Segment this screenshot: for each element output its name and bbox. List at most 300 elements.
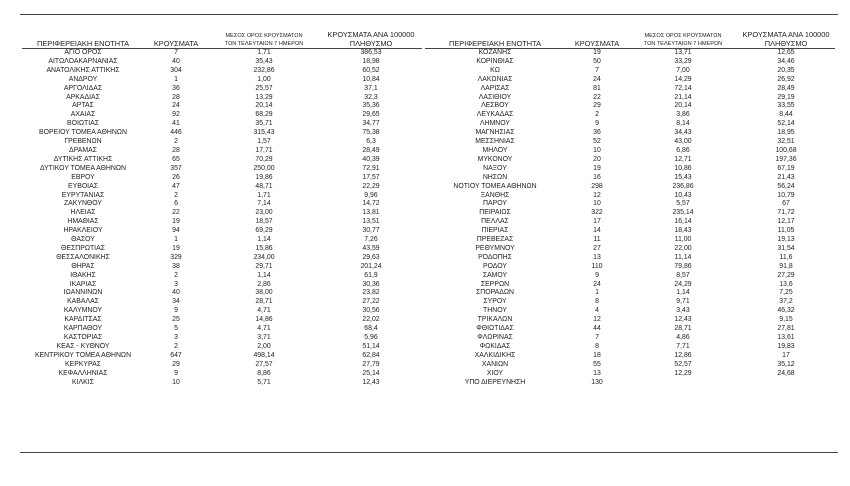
header-cases: ΚΡΟΥΣΜΑΤΑ [153, 39, 199, 48]
region-cell: ΚΕΦΑΛΛΗΝΙΑΣ [58, 369, 108, 377]
regions-table-right [425, 24, 835, 387]
avg-7day-cell: 21,14 [674, 93, 692, 101]
per-100k-cell: 12,65 [777, 49, 795, 56]
avg-7day-cell: 34,43 [674, 129, 692, 137]
avg-7day-cell [629, 379, 737, 388]
region-cell: ΛΕΥΚΑΔΑΣ [476, 111, 514, 119]
header-per-100k: ΚΡΟΥΣΜΑΤΑ ΑΝΑ 100000 ΠΛΗΘΥΣΜΟ [742, 30, 830, 48]
avg-7day-cell: 25,57 [255, 84, 273, 92]
region-cell: ΑΓΙΟ ΟΡΟΣ [64, 49, 102, 56]
per-100k-cell: 22,02 [362, 316, 380, 324]
cases-cell: 40 [172, 289, 180, 297]
region-cell: ΠΙΕΡΙΑΣ [481, 227, 509, 235]
table-row [425, 111, 835, 120]
cases-cell: 55 [593, 360, 601, 368]
region-cell: ΔΡΑΜΑΣ [69, 146, 97, 154]
region-cell: ΙΚΑΡΙΑΣ [69, 280, 97, 288]
avg-7day-cell: 13,29 [255, 93, 273, 101]
avg-7day-cell: 315,43 [253, 129, 275, 137]
per-100k-cell: 23,82 [362, 289, 380, 297]
header-per-100k: ΚΡΟΥΣΜΑΤΑ ΑΝΑ 100000 ΠΛΗΘΥΣΜΟ [327, 30, 415, 48]
table-body-left [22, 49, 422, 388]
per-100k-cell: 17,57 [362, 173, 380, 181]
avg-7day-cell: 250,00 [253, 164, 275, 172]
region-cell: ΥΠΟ ΔΙΕΡΕΥΝΗΣΗ [464, 378, 526, 386]
avg-7day-cell: 235,14 [672, 209, 694, 217]
avg-7day-cell: 29,71 [255, 262, 273, 270]
avg-7day-cell: 15,43 [674, 173, 692, 181]
avg-7day-cell: 4,86 [676, 334, 690, 341]
cases-cell: 26 [172, 173, 180, 181]
per-100k-cell: 29,63 [362, 253, 380, 261]
avg-7day-cell: 1,14 [257, 236, 271, 244]
avg-7day-cell: 20,14 [674, 102, 692, 110]
region-cell: ΠΕΛΛΑΣ [481, 218, 509, 226]
table-row [22, 298, 422, 307]
table-row [425, 200, 835, 209]
per-100k-cell: 46,32 [777, 307, 795, 315]
table-row [22, 102, 422, 111]
region-cell: ΓΡΕΒΕΝΩΝ [64, 138, 102, 146]
per-100k-cell: 32,3 [364, 93, 378, 101]
avg-7day-cell: 2,86 [257, 280, 271, 288]
table-row [425, 174, 835, 183]
cases-cell: 647 [170, 351, 182, 359]
avg-7day-cell: 68,29 [255, 111, 273, 119]
avg-7day-cell: 52,57 [674, 360, 692, 368]
per-100k-cell: 51,14 [362, 342, 380, 350]
table-row [425, 254, 835, 263]
per-100k-cell: 67,19 [777, 164, 795, 172]
avg-7day-cell: 1,71 [257, 191, 271, 199]
table-row [425, 298, 835, 307]
per-100k-cell: 17 [782, 351, 790, 359]
table-row [22, 200, 422, 209]
per-100k-cell: 60,52 [362, 66, 380, 74]
table-header-row [425, 24, 835, 49]
per-100k-cell: 40,39 [362, 155, 380, 163]
cases-cell: 52 [593, 138, 601, 146]
avg-7day-cell: 12,43 [674, 316, 692, 324]
cases-cell: 44 [593, 325, 601, 333]
avg-7day-cell: 232,86 [253, 66, 275, 74]
per-100k-cell: 62,84 [362, 351, 380, 359]
cases-cell: 20 [593, 155, 601, 163]
region-cell: ΕΥΒΟΙΑΣ [68, 182, 98, 190]
per-100k-cell: 61,9 [364, 271, 378, 279]
region-cell: ΛΗΜΝΟΥ [479, 120, 511, 128]
table-body-right [425, 49, 835, 388]
region-cell: ΧΑΝΙΩΝ [481, 360, 509, 368]
region-cell: ΝΑΞΟΥ [483, 164, 507, 172]
cases-cell: 7 [174, 49, 178, 56]
cases-cell: 94 [172, 227, 180, 235]
region-cell: ΑΡΤΑΣ [72, 102, 94, 110]
per-100k-cell: 13,51 [362, 218, 380, 226]
table-row [425, 245, 835, 254]
table-row [425, 76, 835, 85]
avg-7day-cell: 11,00 [674, 236, 692, 244]
avg-7day-cell: 1,57 [257, 138, 271, 146]
table-row [425, 281, 835, 290]
per-100k-cell: 9,15 [779, 316, 793, 324]
region-cell: ΚΕΑΣ - ΚΥΘΝΟΥ [56, 342, 110, 350]
per-100k-cell: 25,14 [362, 369, 380, 377]
region-cell: ΗΛΕΙΑΣ [70, 209, 96, 217]
cases-cell: 10 [172, 378, 180, 386]
per-100k-cell: 22,29 [362, 182, 380, 190]
table-row [425, 379, 835, 388]
per-100k-cell: 20,35 [777, 66, 795, 74]
per-100k-cell: 5,96 [364, 334, 378, 341]
table-row [22, 129, 422, 138]
cases-cell: 130 [591, 378, 603, 386]
cases-cell: 14 [593, 227, 601, 235]
per-100k-cell: 100,68 [775, 146, 797, 154]
per-100k-cell: 56,24 [777, 182, 795, 190]
region-cell: ΣΥΡΟΥ [483, 298, 507, 306]
avg-7day-cell: 5,57 [676, 200, 690, 208]
table-row [425, 325, 835, 334]
cases-cell: 19 [593, 164, 601, 172]
table-row [22, 236, 422, 245]
cases-cell: 19 [172, 244, 180, 252]
region-cell: ΤΡΙΚΑΛΩΝ [477, 316, 513, 324]
per-100k-cell: 9,96 [364, 191, 378, 199]
table-row [425, 147, 835, 156]
per-100k-cell: 30,36 [362, 280, 380, 288]
table-row [22, 343, 422, 352]
table-row [425, 361, 835, 370]
region-cell: ΚΑΣΤΟΡΙΑΣ [63, 334, 103, 341]
region-cell: ΧΑΛΚΙΔΙΚΗΣ [474, 351, 516, 359]
avg-7day-cell: 35,43 [255, 57, 273, 65]
table-row [22, 361, 422, 370]
cases-cell: 13 [593, 369, 601, 377]
cases-cell: 19 [172, 218, 180, 226]
table-row [22, 174, 422, 183]
region-cell: ΣΑΜΟΥ [482, 271, 508, 279]
region-cell: ΑΡΚΑΔΙΑΣ [66, 93, 100, 101]
avg-7day-cell: 8,14 [676, 120, 690, 128]
table-row [425, 192, 835, 201]
cases-cell: 8 [595, 342, 599, 350]
per-100k-cell: 28,49 [362, 146, 380, 154]
avg-7day-cell: 1,14 [257, 271, 271, 279]
per-100k-cell: 35,12 [777, 360, 795, 368]
region-cell: ΦΛΩΡΙΝΑΣ [477, 334, 513, 341]
cases-cell: 22 [172, 209, 180, 217]
cases-cell: 10 [593, 146, 601, 154]
cases-cell: 322 [591, 209, 603, 217]
region-cell: ΣΠΟΡΑΔΩΝ [475, 289, 514, 297]
region-cell: ΚΑΛΥΜΝΟΥ [63, 307, 103, 315]
per-100k-cell: 8,44 [779, 111, 793, 119]
cases-cell: 19 [593, 49, 601, 56]
avg-7day-cell: 14,29 [674, 75, 692, 83]
table-row [22, 192, 422, 201]
per-100k-cell: 10,79 [777, 191, 795, 199]
region-cell: ΑΧΑΪΑΣ [70, 111, 96, 119]
per-100k-cell: 26,92 [777, 75, 795, 83]
table-row [22, 334, 422, 343]
cases-cell: 47 [172, 182, 180, 190]
table-row [425, 370, 835, 379]
table-row [425, 218, 835, 227]
per-100k-cell: 33,55 [777, 102, 795, 110]
per-100k-cell: 52,14 [777, 120, 795, 128]
avg-7day-cell: 69,29 [255, 227, 273, 235]
per-100k-cell: 43,59 [362, 244, 380, 252]
region-cell: ΤΗΝΟΥ [483, 307, 507, 315]
region-cell: ΛΕΣΒΟΥ [481, 102, 509, 110]
cases-cell: 2 [174, 271, 178, 279]
avg-7day-cell: 24,29 [674, 280, 692, 288]
region-cell: ΝΗΣΩΝ [482, 173, 508, 181]
table-header-row [22, 24, 422, 49]
table-row [425, 165, 835, 174]
table-row [425, 289, 835, 298]
table-row [22, 218, 422, 227]
region-cell: ΖΑΚΥΝΘΟΥ [63, 200, 103, 208]
per-100k-cell: 35,36 [362, 102, 380, 110]
per-100k-cell: 71,72 [777, 209, 795, 217]
avg-7day-cell: 3,86 [676, 111, 690, 119]
region-cell: ΘΕΣΣΑΛΟΝΙΚΗΣ [56, 253, 110, 261]
table-row [425, 156, 835, 165]
top-rule [20, 14, 838, 15]
cases-cell: 17 [593, 218, 601, 226]
cases-cell: 18 [593, 351, 601, 359]
cases-cell: 50 [593, 57, 601, 65]
per-100k-cell: 6,3 [366, 138, 376, 146]
avg-7day-cell: 23,00 [255, 209, 273, 217]
per-100k-cell: 13,61 [777, 334, 795, 341]
table-row [425, 129, 835, 138]
region-cell: ΒΟΙΩΤΙΑΣ [66, 120, 99, 128]
cases-cell: 24 [593, 75, 601, 83]
cases-cell: 9 [174, 307, 178, 315]
per-100k-cell: 68,4 [364, 325, 378, 333]
header-region: ΠΕΡΙΦΕΡΕΙΑΚΗ ΕΝΟΤΗΤΑ [37, 39, 129, 48]
region-cell: ΘΗΡΑΣ [71, 262, 95, 270]
cases-cell: 4 [595, 307, 599, 315]
regions-table-left [22, 24, 422, 387]
per-100k-cell: 30,56 [362, 307, 380, 315]
cases-cell: 304 [170, 66, 182, 74]
table-row [425, 272, 835, 281]
table-row [22, 76, 422, 85]
table-row [425, 85, 835, 94]
header-cases: ΚΡΟΥΣΜΑΤΑ [574, 39, 620, 48]
region-cell: ΠΕΙΡΑΙΩΣ [479, 209, 511, 217]
table-row [22, 281, 422, 290]
cases-cell: 446 [170, 129, 182, 137]
cases-cell: 40 [172, 57, 180, 65]
cases-cell: 16 [593, 173, 601, 181]
table-row [425, 263, 835, 272]
per-100k-cell: 14,72 [362, 200, 380, 208]
cases-cell: 11 [593, 236, 601, 244]
avg-7day-cell: 498,14 [253, 351, 275, 359]
avg-7day-cell: 3,71 [257, 334, 271, 341]
per-100k-cell: 34,46 [777, 57, 795, 65]
avg-7day-cell: 12,86 [674, 351, 692, 359]
region-cell: ΘΑΣΟΥ [71, 236, 95, 244]
per-100k-cell: 18,95 [777, 129, 795, 137]
avg-7day-cell: 28,71 [674, 325, 692, 333]
header-7day-average: ΜΕΣΟΣ ΟΡΟΣ ΚΡΟΥΣΜΑΤΩΝ ΤΩΝ ΤΕΛΕΥΤΑΙΩΝ 7 ΗΜΕΡΩΝ [643, 33, 723, 47]
avg-7day-cell: 7,14 [257, 200, 271, 208]
table-row [425, 307, 835, 316]
region-cell: ΚΕΝΤΡΙΚΟΥ ΤΟΜΕΑ ΑΘΗΝΩΝ [34, 351, 132, 359]
per-100k-cell: 27,29 [777, 271, 795, 279]
region-cell: ΚΙΛΚΙΣ [72, 378, 94, 386]
per-100k-cell: 27,81 [777, 325, 795, 333]
region-cell: ΠΑΡΟΥ [483, 200, 507, 208]
region-cell: ΦΘΙΩΤΙΔΑΣ [476, 325, 514, 333]
table-row [22, 120, 422, 129]
table-row [425, 183, 835, 192]
cases-cell: 8 [595, 298, 599, 306]
region-cell: ΕΒΡΟΥ [71, 173, 95, 181]
per-100k-cell: 34,77 [362, 120, 380, 128]
avg-7day-cell: 14,86 [255, 316, 273, 324]
table-row [425, 49, 835, 58]
cases-cell: 22 [593, 93, 601, 101]
avg-7day-cell: 1,71 [257, 49, 271, 56]
per-100k-cell: 13,81 [362, 209, 380, 217]
bottom-rule [20, 452, 838, 453]
per-100k-cell: 7,25 [779, 289, 793, 297]
cases-cell: 9 [595, 271, 599, 279]
cases-cell: 298 [591, 182, 603, 190]
avg-7day-cell: 35,71 [255, 120, 273, 128]
table-row [425, 120, 835, 129]
table-row [22, 307, 422, 316]
table-row [22, 165, 422, 174]
region-cell: ΛΑΣΙΘΙΟΥ [478, 93, 512, 101]
table-row [22, 245, 422, 254]
avg-7day-cell: 2,00 [257, 342, 271, 350]
avg-7day-cell: 16,14 [674, 218, 692, 226]
cases-cell: 3 [174, 280, 178, 288]
cases-cell: 29 [172, 360, 180, 368]
per-100k-cell: 31,54 [777, 244, 795, 252]
table-row [22, 289, 422, 298]
table-row [425, 343, 835, 352]
avg-7day-cell: 38,00 [255, 289, 273, 297]
table-row [22, 111, 422, 120]
cases-cell: 24 [593, 280, 601, 288]
avg-7day-cell: 10,86 [674, 164, 692, 172]
cases-cell: 9 [174, 369, 178, 377]
region-cell: ΑΝΔΡΟΥ [68, 75, 98, 83]
avg-7day-cell: 8,57 [676, 271, 690, 279]
region-cell: ΕΥΡΥΤΑΝΙΑΣ [61, 191, 105, 199]
avg-7day-cell: 4,71 [257, 307, 271, 315]
cases-cell: 7 [595, 334, 599, 341]
avg-7day-cell: 48,71 [255, 182, 273, 190]
per-100k-cell: 29,65 [362, 111, 380, 119]
avg-7day-cell: 22,00 [674, 244, 692, 252]
cases-cell: 329 [170, 253, 182, 261]
cases-cell: 2 [174, 138, 178, 146]
region-cell: ΠΡΕΒΕΖΑΣ [476, 236, 514, 244]
table-row [425, 67, 835, 76]
avg-7day-cell: 6,86 [676, 146, 690, 154]
per-100k-cell: 30,77 [362, 227, 380, 235]
header-7day-average: ΜΕΣΟΣ ΟΡΟΣ ΚΡΟΥΣΜΑΤΩΝ ΤΩΝ ΤΕΛΕΥΤΑΙΩΝ 7 ΗΜΕΡΩΝ [224, 33, 304, 47]
per-100k-cell: 386,53 [360, 49, 382, 56]
region-cell: ΞΑΝΘΗΣ [480, 191, 510, 199]
avg-7day-cell: 70,29 [255, 155, 273, 163]
avg-7day-cell: 1,00 [257, 75, 271, 83]
per-100k-cell: 67 [782, 200, 790, 208]
cases-cell: 10 [593, 200, 601, 208]
per-100k-cell [737, 379, 835, 388]
table-row [425, 352, 835, 361]
table-row [425, 227, 835, 236]
cases-cell: 2 [174, 191, 178, 199]
per-100k-cell: 27,22 [362, 298, 380, 306]
per-100k-cell: 24,68 [777, 369, 795, 377]
avg-7day-cell: 236,86 [672, 182, 694, 190]
table-row [22, 316, 422, 325]
cases-cell: 28 [172, 93, 180, 101]
table-row [425, 94, 835, 103]
avg-7day-cell: 11,14 [674, 253, 692, 261]
avg-7day-cell: 72,14 [674, 84, 692, 92]
region-cell: ΚΑΒΑΛΑΣ [67, 298, 99, 306]
region-cell: ΦΩΚΙΔΑΣ [479, 342, 511, 350]
table-row [425, 138, 835, 147]
avg-7day-cell: 10,43 [674, 191, 692, 199]
avg-7day-cell: 33,29 [674, 57, 692, 65]
per-100k-cell: 29,19 [777, 93, 795, 101]
avg-7day-cell: 9,71 [676, 298, 690, 306]
table-row [22, 58, 422, 67]
table-row [22, 156, 422, 165]
avg-7day-cell: 7,00 [676, 66, 690, 74]
table-row [425, 102, 835, 111]
cases-cell: 1 [174, 75, 178, 83]
per-100k-cell: 12,17 [777, 218, 795, 226]
avg-7day-cell: 4,71 [257, 325, 271, 333]
region-cell: ΔΥΤΙΚΗΣ ΑΤΤΙΚΗΣ [53, 155, 113, 163]
cases-cell: 2 [174, 342, 178, 350]
region-cell: ΜΕΣΣΗΝΙΑΣ [475, 138, 515, 146]
region-cell: ΚΩ [490, 66, 500, 74]
avg-7day-cell: 43,00 [674, 138, 692, 146]
per-100k-cell: 10,84 [362, 75, 380, 83]
table-row [425, 236, 835, 245]
avg-7day-cell: 12,71 [674, 155, 692, 163]
per-100k-cell: 11,6 [779, 253, 793, 261]
cases-cell: 6 [174, 200, 178, 208]
cases-cell: 1 [595, 289, 599, 297]
table-row [22, 183, 422, 192]
region-cell: ΚΕΡΚΥΡΑΣ [65, 360, 101, 368]
table-row [22, 138, 422, 147]
per-100k-cell: 13,6 [779, 280, 793, 288]
region-cell: ΡΕΘΥΜΝΟΥ [475, 244, 515, 252]
region-cell: ΑΙΤΩΛΟΑΚΑΡΝΑΝΙΑΣ [48, 57, 118, 65]
avg-7day-cell: 5,71 [257, 378, 271, 386]
table-row [22, 49, 422, 58]
region-cell: ΛΑΡΙΣΑΣ [480, 84, 510, 92]
avg-7day-cell: 234,00 [253, 253, 275, 261]
